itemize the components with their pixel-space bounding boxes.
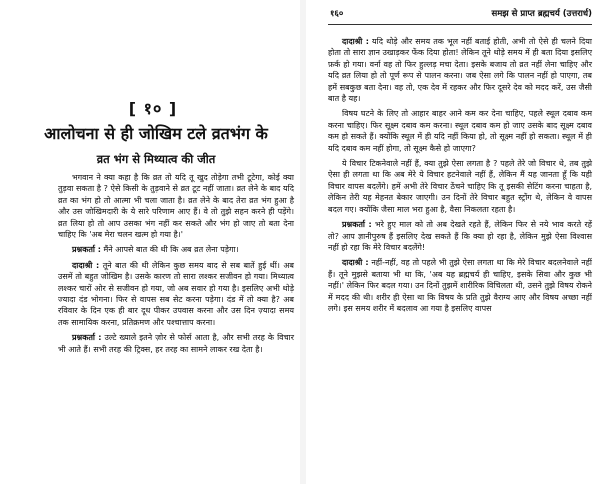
- speaker-label: दादाश्री :: [342, 37, 369, 46]
- speaker-label: दादाश्री :: [72, 260, 100, 270]
- speaker-label: प्रश्नकर्ता :: [72, 333, 102, 343]
- paragraph-text: यदि थोड़े और समय तक भूल नहीं बताई होती, अभी तो ऐसे ही चलने दिया होता तो सारा ज्ञान उखाड़कर फेंक दिया होता! लेकिन तूने थोड़े समय में ही बता दिया इसलिए फ़र्क हो गया। वर्ना वह तो फिर हुल्लड़ मचा देता। इसके बजाय तो व्रत नहीं लेना चाहिए और यदि व्रत लिया हो तो पूर्ण रूप से पालन करना। जब ऐसा लगे कि पालन नहीं हो पाएगा, तब हमें सबकुछ बता देना। वह तो, एक देव में रहकर और फिर दूसरे देव को मदद करें, उस जैसी बात है यह।: [328, 37, 592, 104]
- header-divider: [328, 24, 592, 25]
- paragraph: [58, 332, 294, 355]
- running-title: समझ से प्राप्त ब्रह्मचर्य (उत्तरार्ध): [491, 9, 592, 19]
- chapter-number: [ १० ]: [128, 99, 178, 118]
- chapter-subtitle: व्रत भंग से मिथ्यात्व की जीत: [96, 152, 216, 166]
- page-number: १६०: [330, 9, 344, 19]
- left-page-body: [58, 172, 294, 359]
- paragraph-text: भगवान ने क्या कहा है कि व्रत तो यदि तू खुद तोड़ेगा तभी टूटेगा, कोई क्या तुड़वा सकता है ? ऐसे किसी के तुड़वाने से व्रत टूट नहीं जाता। व्रत लेने के बाद यदि व्रत का भंग हो तो आत्मा भी चला जाता है। व्रत लेने के बाद तेरा व्रत भंग हुआ है और उस जोखिमदारी के ये सारे परिणाम आए हैं। वे तो तुझे सहन करने ही पड़ेंगे। व्रत लिया हो तो आप उसका भंग नहीं कर सकते और भंग हो जाए तो बता देना चाहिए कि 'अब मेरा चलन खत्म हो गया है।': [58, 173, 294, 240]
- speaker-label: दादाश्री :: [342, 258, 369, 268]
- paragraph: [58, 244, 294, 255]
- speaker-label: प्रश्नकर्ता :: [342, 220, 372, 230]
- right-page: [306, 0, 596, 484]
- paragraph-text: नहीं-नहीं, वह तो पहले भी तुझे ऐसा लगता था कि मेरे विचार बदलनेवाले नहीं हैं। तूने मुझसे बताया भी था कि, 'अब यह ब्रह्मचर्य ही चाहिए, इसके सिवा और कुछ भी नहीं।' लेकिन फिर बदल गया। उन दिनों तुझमें शारीरिक विचिलता थी, उसने तुझे विषय रोकने में मदद की थी। शरीर ही ऐसा था कि विषय के प्रति तुझे वैराग्य आए और विषय अच्छा नहीं लगे। इस समय शरीर में बदलाव आ गया है इसलिए वापस: [328, 258, 592, 313]
- paragraph: [328, 158, 592, 215]
- page-header: [328, 8, 592, 22]
- right-page-body: [328, 36, 592, 318]
- paragraph: [328, 108, 592, 154]
- paragraph: [328, 257, 592, 314]
- paragraph-text: तूने बात की थी लेकिन कुछ समय बाद से सब बातें हुई थीं। अब उसमें तो बहुत जोखिम है। उसके कारण तो सारा लश्कर सजीवन हो गया। मिथ्यात्व लश्कर चारों ओर से सजीवन हो गया, जो अब सवार हो गया है। इसलिए अभी थोड़े ज्यादा दंड भोगना। फिर से वापस सब सेट करना पड़ेगा। दंड में तो क्या है? अब रविवार के दिन एक ही बार दूध पीकर उपवास करना और उस दिन ज़्यादा समय तक सामायिक करना, प्रतिक्रमण और पश्चात्ताप करना।: [58, 260, 294, 327]
- paragraph: [58, 260, 294, 328]
- paragraph-text: उल्टे ख्याले इतने ज़ोर से फोर्स आता है, और सभी तरह के विचार भी आते हैं। सभी तरह की ट्रिक्स, हर तरह का सामने लाकर रख देता है।: [58, 333, 295, 354]
- paragraph: [58, 172, 294, 240]
- paragraph: [328, 36, 592, 104]
- speaker-label: प्रश्नकर्ता :: [72, 245, 101, 255]
- paragraph-text: विषय घटने के लिए तो आहार बाहर आने कम कर देना चाहिए, पहले स्थूल दबाव कम करना चाहिए। फिर सूक्ष्म दबाव कम करना। स्थूल दबाव कम हो जाए उसके बाद सूक्ष्म दबाव कम हो सकते हैं। क्योंकि स्थूल में ही यदि नहीं किया हो, तो सूक्ष्म नहीं हो सकता। स्थूल में ही यदि दबाव कम नहीं होगा, तो सूक्ष्म कैसे हो जाएगा?: [328, 109, 592, 153]
- chapter-title: आलोचना से ही जोखिम टले व्रतभंग के: [44, 124, 268, 143]
- paragraph-text: भरे हुए माल को तो अब देखते रहते हैं, लेकिन फिर से नये भाव करते रहें तो? आप ज्ञानीपुरुष हैं इसलिए देख सकते हैं कि क्या हो रहा है, लेकिन मुझे ऐसा विश्वास नहीं हो रहा कि मेरे विचार बदलेंगे!: [328, 220, 592, 252]
- paragraph: [328, 219, 592, 253]
- paragraph-text: मैंने आपसे बात की थी कि अब व्रत लेना पड़ेगा।: [103, 245, 239, 255]
- paragraph-text: ये विचार टिकनेवाले नहीं हैं, क्या तुझे ऐसा लगता है ? पहले तेरे जो विचार थे, तब तुझे ऐसा ही लगता था कि अब मेरे ये विचार हटनेवाले नहीं हैं, लेकिन मैं यह जानता हूँ कि यही विचार वापस बदलेंगे। हमें अभी तेरे विचार ठेंचने चाहिए कि तू इसकी सेटिंग करना चाहता है, लेकिन तेरी यह मेहनत बेकार जाएगी। उन दिनों तेरे विचार बहुत स्ट्रोंग थे, लेकिन वे वापस बदल गए। क्योंकि जैसा माल भरा हुआ है, वैसा निकलता रहता है।: [328, 159, 592, 214]
